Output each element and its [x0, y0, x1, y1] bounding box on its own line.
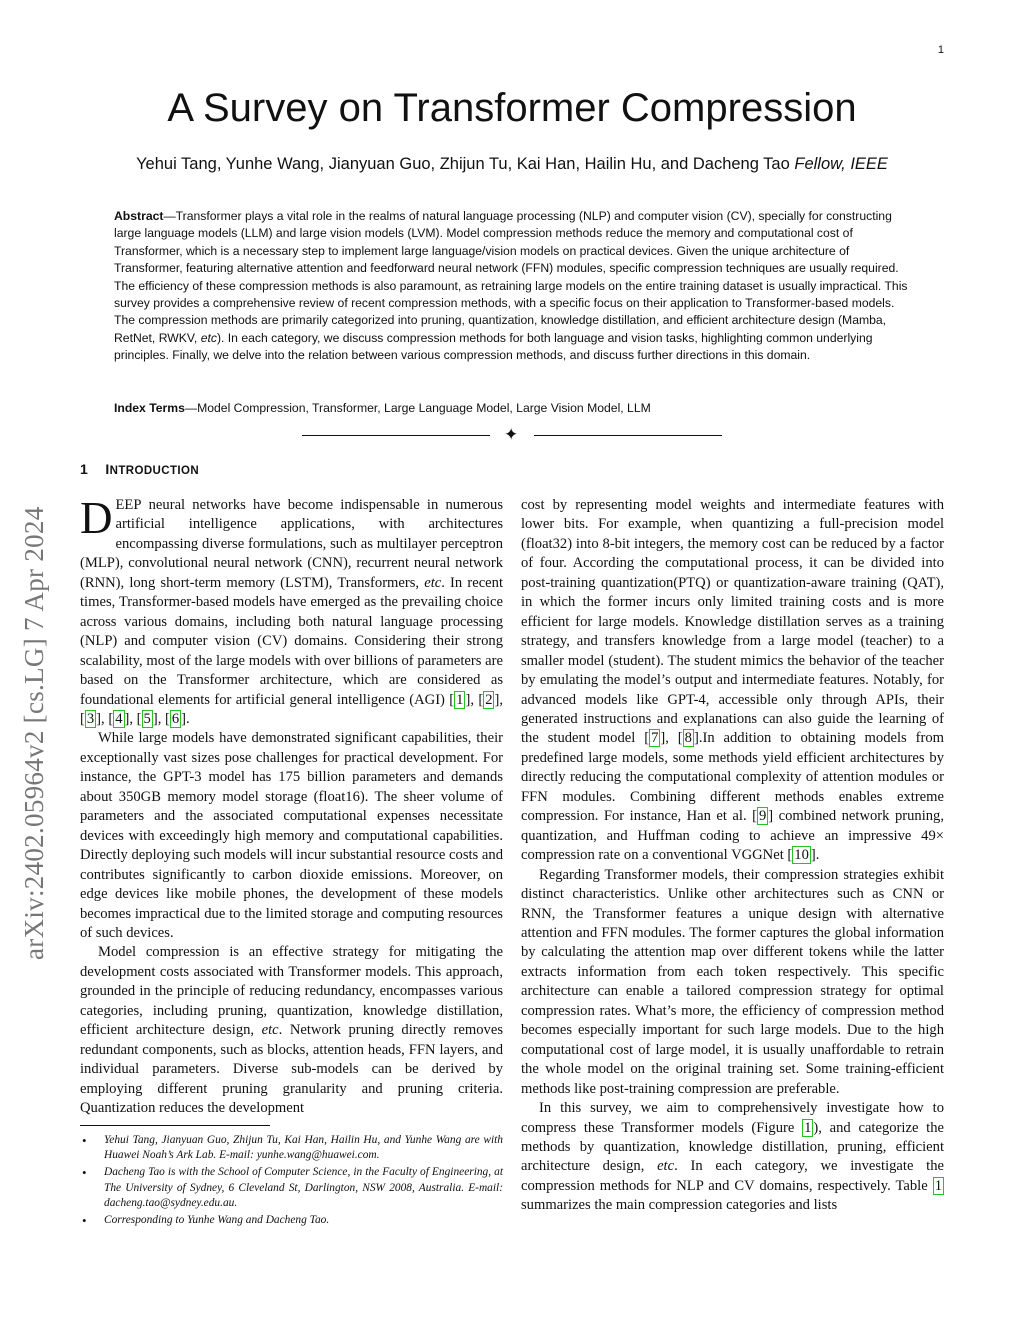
text-run: ), and categorize the methods by quantization, knowledge distillation, pruning, efficient architecture design,	[521, 1119, 944, 1175]
citation-link[interactable]: 3	[86, 710, 95, 727]
text-run: .	[815, 847, 820, 864]
divider-line-left	[302, 435, 490, 436]
paragraph: DEEP neural networks have become indispensable in numerous artificial intelligence applications, with architectures encompassing diverse formulations, such as multilayer perceptron (MLP), convolutional neural network (CNN), recurrent neural network (RNN), long short-term memory (LSTM), Transformers, etc. In recent times, Transformer-based models have emerged as the prevailing choice across various domains, including both natural language processing (NLP) and computer vision (CV) domains. Considering their strong scalability, most of the large models with over billions of parameters are based on the Transformer architecture, which are considered as foundational elements for artificial general intelligence (AGI) [ 1 ], [ 2 ], [ 3 ], [ 4 ], [ 5 ], [ 6 ].	[80, 493, 503, 727]
text-run: . Network pruning directly removes redundant components, such as blocks, attention heads, FFN layers, and individual parameters. Diverse sub-models can be derived by employing different pruning granularity and pruning criteria. Quantization reduces the development	[80, 1022, 503, 1117]
footnote-item: • Yehui Tang, Jianyuan Guo, Zhijun Tu, Kai Han, Hailin Hu, and Yunhe Wang are with Huawei Noah’s Ark Lab. E-mail: yunhe.wang@huawei.com.	[80, 1133, 503, 1163]
index-terms	[114, 400, 910, 417]
citation-link[interactable]: 4	[115, 710, 123, 727]
footnote-item: • Dacheng Tao is with the School of Computer Science, in the Faculty of Engineering, at The University of Sydney, 6 Cleveland St, Darlington, NSW 2008, Australia. E-mail: dacheng.tao@sydney.edu.au.	[80, 1165, 503, 1211]
lead-word: EEP	[115, 497, 142, 513]
footnote-rule	[80, 1125, 270, 1126]
citation-link[interactable]: 1	[456, 691, 464, 708]
text-run: Model compression is an effective strategy for mitigating the development costs associated with Transformer models. This approach, grounded in the principle of reducing redundancy, encompasses various categories, including pruning, quantization, knowledge distillation, efficient architecture design,	[80, 944, 503, 1039]
author-suffix: Fellow, IEEE	[794, 155, 888, 173]
footnotes	[80, 1133, 503, 1230]
section-title-initial: I	[105, 461, 110, 477]
text-run: . In recent times, Transformer-based models have emerged as the prevailing choice across various domains, including both natural language processing (NLP) and computer vision (CV) domains. Considering their strong scalability, most of the large models with over billions of parameters are based on the Transformer architecture, which are considered as foundational elements for artificial general intelligence (AGI)	[80, 574, 503, 708]
text-run: In this survey, we aim to comprehensively investigate how to compress these Transformer models (Figure	[521, 1100, 944, 1136]
text-etc: etc	[657, 1158, 675, 1175]
text-run: .In addition to obtaining models from predefined large models, some methods yield efficient architectures by directly reducing the computational complexity of attention modules or FFN modules. Combining different methods enables extreme compression. For instance, Han et al.	[521, 730, 944, 825]
author-list	[0, 155, 1024, 174]
abstract-etc: etc	[200, 330, 217, 345]
arxiv-stamp: arXiv:2402.05964v2 [cs.LG] 7 Apr 2024	[19, 506, 49, 960]
footnote-item: • Corresponding to Yunhe Wang and Dacheng Tao.	[80, 1213, 503, 1228]
abstract-text-end: ). In each category, we discuss compression methods for both language and vision tasks, highlighting common underlying principles. Finally, we delve into the relation between various compression methods, and discuss further directions in this domain.	[114, 330, 873, 363]
figure-link[interactable]: 1	[804, 1119, 812, 1136]
paragraph	[521, 1099, 944, 1216]
paragraph	[80, 943, 503, 1118]
right-column	[521, 496, 944, 1216]
abstract-label: Abstract	[114, 209, 164, 223]
index-terms-label: Index Terms	[114, 401, 185, 415]
text-etc: etc	[261, 1022, 279, 1039]
text-run: .	[186, 710, 190, 727]
page-number: 1	[937, 44, 944, 56]
divider-line-right	[534, 435, 722, 436]
citation-link[interactable]: 2	[485, 691, 493, 708]
divider-star-icon: ✦	[504, 425, 519, 445]
text-run: neural networks have become indispensable in numerous artificial intelligence applications, with architectures encompassing diverse formulations, such as multilayer perceptron (MLP), convolutional neural network (CNN), recurrent neural network (RNN), long short-term memory (LSTM), Transformers,	[80, 497, 503, 591]
paragraph: Regarding Transformer models, their compression strategies exhibit distinct characteristics. Unlike other architectures such as CNN or RNN, the Transformer features a unique design with alternative attention and FFN modules. The former captures the global information by calculating the attention map over different tokens while the latter extracts information from each token respectively. This specific architecture can enable a tailored compression strategy for optimal compression rates. What’s more, the efficiency of compression method becomes especially important for such large models. Due to the high computational cost of large model, it is usually unaffordable to retrain the whole model on the original training set. Some training-efficient methods like post-training compression are preferable.	[521, 866, 944, 1097]
text-run: summarizes the main compression categories and lists	[521, 1197, 838, 1214]
drop-cap: D	[80, 493, 113, 543]
abstract-text: —Transformer plays a vital role in the realms of natural language processing (NLP) and computer vision (CV), specially for constructing large language models (LLM) and large vision models (LVM). Model compression methods reduce the memory and computational cost of Transformer, which is a necessary step to implement large language/vision models on practical devices. Given the unique architecture of Transformer, featuring alternative attention and feedforward neural network (FFN) modules, specific compression techniques are usually required. The efficiency of these compression methods is also paramount, as retraining large models on the entire training dataset is usually impractical. This survey provides a comprehensive review of recent compression methods, with a specific focus on their application to Transformer-based models. The compression methods are primarily categorized into pruning, quantization, knowledge distillation, and efficient architecture design (Mamba, RetNet, RWKV,	[114, 209, 908, 345]
left-column	[80, 493, 503, 1119]
section-title-rest: NTRODUCTION	[109, 465, 200, 477]
section-number: 1	[80, 461, 89, 477]
text-run: . In each category, we investigate the compression methods for NLP and CV domains, respectively. Table	[521, 1158, 944, 1194]
table-link[interactable]: 1	[934, 1177, 942, 1194]
citation-link[interactable]: 9	[758, 808, 767, 825]
text-etc: etc	[424, 574, 442, 591]
paragraph: cost by representing model weights and intermediate features with lower bits. For example, when quantizing a full-precision model (float32) into 8-bit integers, the memory cost can be reduced by a factor of four. According the computational process, it can be divided into post-training quantization(PTQ) or quantization-aware training (QAT), in which the former incurs only limited training costs and is more efficient for large models. Knowledge distillation serves as a training strategy, and transfers knowledge from a large model (teacher) to a smaller model (student). The student mimics the behavior of the teacher by emulating the model’s output and intermediate features. Notably, for advanced models like GPT-4, accessible only through APIs, their generated instructions and explanations can also guide the learning of the student model [ 7 ], [ 8 ].In addition to obtaining models from predefined large models, some methods yield efficient architectures by directly reducing the computational complexity of attention modules or FFN modules. Combining different methods enables extreme compression. For instance, Han et al. [ 9 ] combined network pruning, quantization, and Huffman coding to achieve an impressive 49× compression rate on a conventional VGGNet [ 10 ].	[521, 497, 944, 864]
author-names: Yehui Tang, Yunhe Wang, Jianyuan Guo, Zhijun Tu, Kai Han, Hailin Hu, and Dacheng Tao	[136, 155, 790, 173]
citation-link[interactable]: 10	[794, 847, 809, 864]
index-terms-text: —Model Compression, Transformer, Large Language Model, Large Vision Model, LLM	[184, 401, 651, 415]
citation-link[interactable]: 6	[171, 710, 180, 727]
section-heading	[80, 461, 199, 477]
citation-link[interactable]: 5	[143, 710, 151, 727]
citation-link[interactable]: 7	[651, 730, 659, 747]
abstract	[114, 208, 910, 365]
citation-link[interactable]: 8	[684, 730, 692, 747]
text-run: cost by representing model weights and intermediate features with lower bits. For example, when quantizing a full-precision model (float32) into 8-bit integers, the memory cost can be reduced by a factor of four. According the computational process, it can be divided into post-training quantization(PTQ) or quantization-aware training (QAT), in which the former incurs only limited training costs and is more efficient for large models. Knowledge distillation serves as a training strategy, and transfers knowledge from a large model (teacher) to a smaller model (student). The student mimics the behavior of the teacher by emulating the model’s output and intermediate features. Notably, for advanced models like GPT-4, accessible only through APIs, their generated instructions and explanations can also guide the learning of the student model	[521, 497, 944, 747]
text-run: combined network pruning, quantization, and Huffman coding to achieve an impressive 49× compression rate on a conventional VGGNet	[521, 808, 944, 864]
section-divider	[302, 427, 722, 443]
paper-title: A Survey on Transformer Compression	[167, 86, 857, 130]
paragraph: While large models have demonstrated significant capabilities, their exceptionally vast sizes pose challenges for practical development. For instance, the GPT-3 model has 175 billion parameters and demands about 350GB memory model storage (float16). The sheer volume of parameters and the associated computational expenses necessitate devices with exceedingly high memory and computational capabilities. Directly deploying such models will incur substantial resource costs and contributes significantly to carbon dioxide emissions. Moreover, on edge devices like mobile phones, the development of these models becomes impractical due to the limited storage and computing resources of such devices.	[80, 730, 503, 941]
